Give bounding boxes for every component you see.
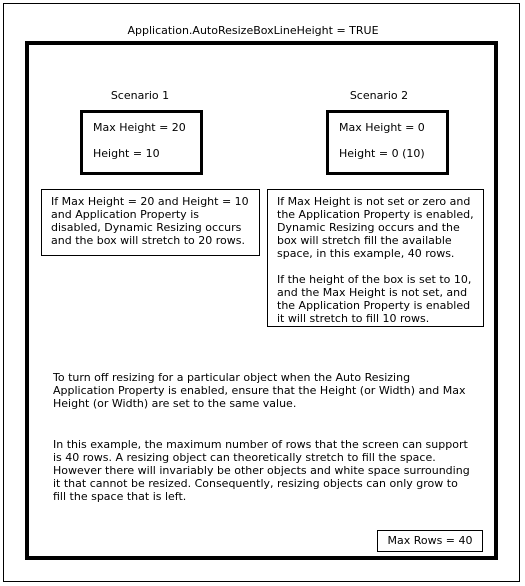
scenario-2-note-para-2: If the height of the box is set to 10, and the Max Height is not set, and the Application Property is enabled it will stretch to fill 10 rows.	[277, 273, 472, 325]
diagram-title: Application.AutoResizeBoxLineHeight = TRUE	[127, 24, 379, 37]
scenario-1-height: Height = 10	[93, 147, 160, 160]
scenario-1-max-height: Max Height = 20	[93, 121, 186, 134]
scenario-2-note-para-1: If Max Height is not set or zero and the Application Property is enabled, Dynamic Resizing occurs and the box will stretch fill the available space, in this example, 40 rows.	[277, 195, 474, 260]
scenario-2-note	[267, 189, 484, 327]
scenario-2-height: Height = 0 (10)	[339, 147, 425, 160]
scenario-2-label: Scenario 2	[349, 89, 409, 102]
scenario-2-box	[326, 110, 449, 175]
scenario-1-note	[41, 189, 260, 256]
scenario-1-box	[80, 110, 203, 175]
scenario-1-label: Scenario 1	[110, 89, 170, 102]
scenario-1-note-text: If Max Height = 20 and Height = 10 and Application Property is disabled, Dynamic Resizing occurs and the box will stretch to 20 rows.	[51, 195, 249, 247]
scenario-2-max-height: Max Height = 0	[339, 121, 425, 134]
max-rows-label: Max Rows = 40	[377, 530, 483, 552]
resizing-off-paragraph: To turn off resizing for a particular object when the Auto Resizing Application Property is enabled, ensure that the Height (or Width) and Max Height (or Width) are set to the same value.	[53, 371, 466, 410]
max-rows-paragraph: In this example, the maximum number of rows that the screen can support is 40 rows. A resizing object can theoretically stretch to fill the space. However there will invariably be other objects and white space surrounding it that cannot be resized. Consequently, resizing objects can only grow to fill the space that is left.	[53, 438, 470, 503]
